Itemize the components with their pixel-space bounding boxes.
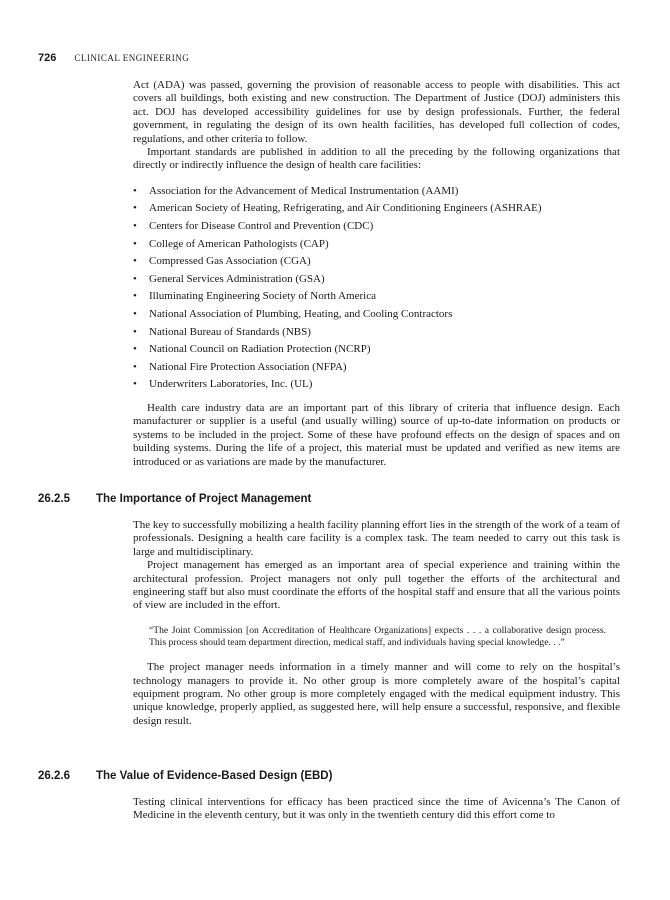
list-item: • National Bureau of Standards (NBS) [133,324,620,342]
ebd-paragraph: Testing clinical interventions for efficacy has been practiced since the time of Avicenna’s The Canon of Medicine in the eleventh century, but it was only in the twentieth century did this effort come to [133,796,620,822]
organizations-list [133,183,620,394]
list-item: • National Council on Radiation Protection (NCRP) [133,341,620,359]
industry-data-paragraph: Health care industry data are an important part of this library of criteria that influence design. Each manufacturer or supplier is a useful (and usually willing) source of up-to-date information on products or systems to be included in the project. Some of these have profound effects on the design of spaces and on building systems. During the life of a project, this material must be updated and verified as new items are introduced or as variations are made by the manufacturer. [133,401,620,468]
continuation-block [133,79,620,469]
list-item: • National Association of Plumbing, Heating, and Cooling Contractors [133,306,620,324]
list-item: • Association for the Advancement of Medical Instrumentation (AAMI) [133,183,620,201]
page-header [38,48,189,66]
page-number: 726 [38,52,57,64]
list-item: • Compressed Gas Association (CGA) [133,253,620,271]
section-heading-ebd [38,770,332,782]
joint-commission-quote: “The Joint Commission [on Accreditation of Healthcare Organizations] expects . . . a collaborative design process. This process should team department direction, medical staff, and individuals having special knowledge. . .” [149,624,606,649]
list-item: • American Society of Heating, Refrigerating, and Air Conditioning Engineers (ASHRAE) [133,200,620,218]
project-manager-paragraph: The project manager needs information in a timely manner and will come to rely on the hospital’s technology managers to provide it. No other group is more completely aware of the hospital’s capital equipment program. No other group is more completely engaged with the medical equipment industry. This unique knowledge, properly applied, as suggested here, will help ensure a successful, responsive, and flexible design result. [133,661,620,727]
list-item: • Centers for Disease Control and Prevention (CDC) [133,218,620,236]
list-item: • National Fire Protection Association (NFPA) [133,359,620,377]
team-paragraph: The key to successfully mobilizing a health facility planning effort lies in the strength of the work of a team of professionals. Designing a health care facility is a complex task. The team needed to carry out this task is large and multidisciplinary. [133,519,620,558]
ebd-section [133,796,620,823]
section-title: The Value of Evidence-Based Design (EBD) [96,770,333,782]
list-item: • General Services Administration (GSA) [133,271,620,289]
list-item: • College of American Pathologists (CAP) [133,236,620,254]
project-management-paragraph: Project management has emerged as an important area of special experience and training within the architectural profession. Project managers not only pull together the efforts of the architectural and engineering staff but also must coordinate the efforts of the hospital staff and ensure that all the various points of view are included in the effort. [133,559,620,612]
section-number: 26.2.5 [38,493,70,505]
ada-paragraph: Act (ADA) was passed, governing the provision of reasonable access to people with disabilities. This act covers all buildings, both existing and new construction. The Department of Justice (DOJ) administers this act. DOJ has developed accessibility guidelines for use by design professionals. Further, the federal government, in regulating the design of its own health facilities, has developed full collection of codes, regulations, and other criteria to follow. [133,79,620,145]
standards-intro-paragraph: Important standards are published in addition to all the preceding by the following organizations that directly or indirectly influence the design of health care facilities: [133,146,620,172]
project-management-section [133,519,620,728]
section-heading-project-management [38,493,311,505]
list-item: • Illuminating Engineering Society of North America [133,288,620,306]
section-number: 26.2.6 [38,770,70,782]
list-item: • Underwriters Laboratories, Inc. (UL) [133,376,620,394]
running-head: CLINICAL ENGINEERING [74,53,190,63]
section-title: The Importance of Project Management [96,493,312,505]
